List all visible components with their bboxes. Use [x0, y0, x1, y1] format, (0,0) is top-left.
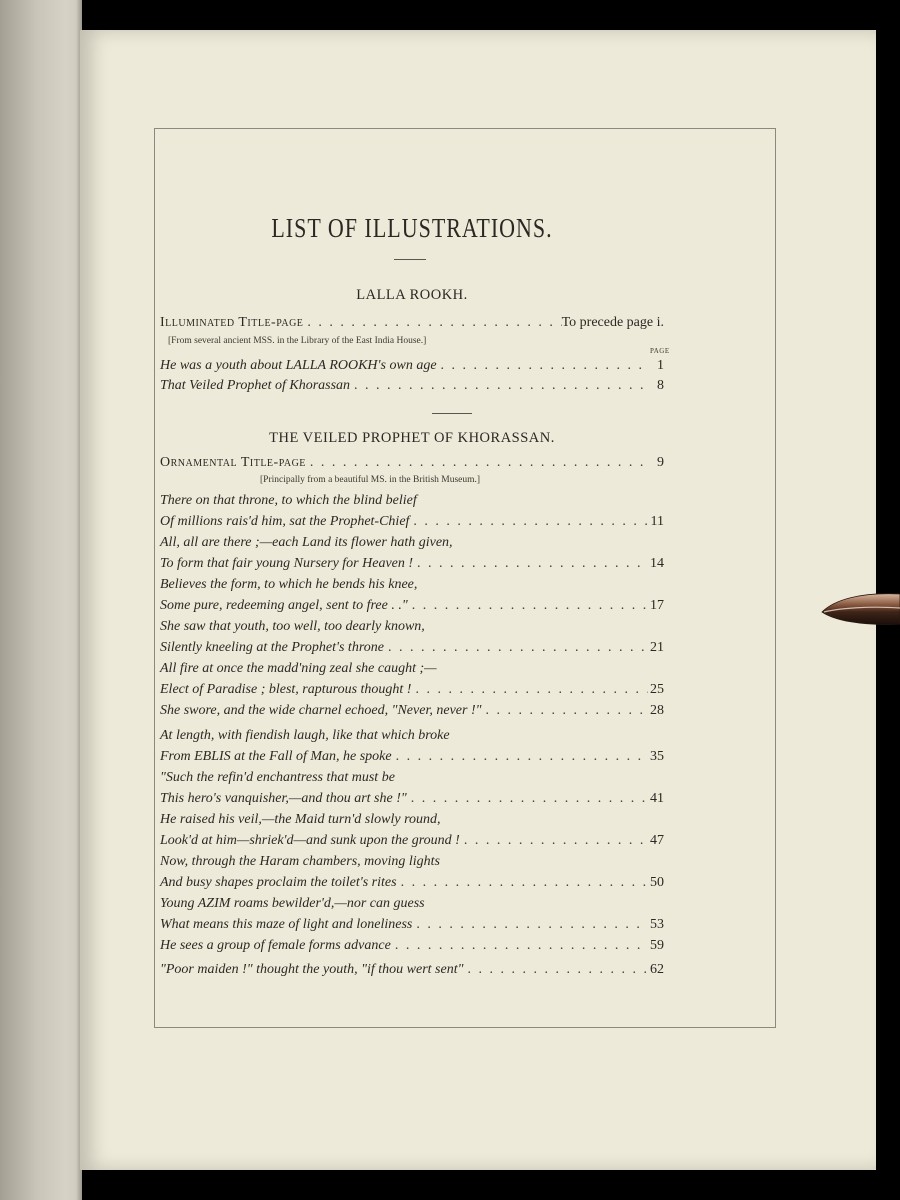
list-item: Ornamental Title-page . . . 9	[160, 452, 664, 473]
section-heading: THE VEILED PROPHET OF KHORASSAN.	[269, 430, 555, 446]
list-item: Believes the form, to which he bends his knee, Some pure, redeeming angel, sent to free . ." . . . 17	[160, 574, 664, 616]
list-item: He raised his veil,—the Maid turn'd slowly round, Look'd at him—shriek'd—and sunk upon the ground ! . . . 47	[160, 809, 664, 851]
list-item: "Such the refin'd enchantress that must be This hero's vanquisher,—and thou art she !" . . . 41	[160, 767, 664, 809]
list-item: At length, with fiendish laugh, like that which broke From EBLIS at the Fall of Man, he spoke . . . 35	[160, 725, 664, 767]
page-title: LIST OF ILLUSTRATIONS.	[271, 212, 553, 244]
list-item: Now, through the Haram chambers, moving lights And busy shapes proclaim the toilet's rites . . . 50	[160, 851, 664, 893]
list-item: He sees a group of female forms advance . . . 59	[160, 935, 664, 956]
list-item: He was a youth about LALLA ROOKH's own age . . . 1	[160, 355, 664, 376]
list-item: Young AZIM roams bewilder'd,—nor can guess What means this maze of light and loneliness . . . 53	[160, 893, 664, 935]
list-item: She swore, and the wide charnel echoed, "Never, never !" . . . 28	[160, 700, 664, 721]
page-column-label: PAGE	[650, 347, 670, 355]
left-page-edge	[0, 0, 82, 1200]
list-item: All fire at once the madd'ning zeal she caught ;— Elect of Paradise ; blest, rapturous thought ! . . . 25	[160, 658, 664, 700]
title-rule	[394, 259, 426, 260]
source-note: [Principally from a beautiful MS. in the British Museum.]	[260, 475, 481, 485]
list-item: All, all are there ;—each Land its flower hath given, To form that fair young Nursery for Heaven ! . . . 14	[160, 532, 664, 574]
list-item: There on that throne, to which the blind belief Of millions rais'd him, sat the Prophet-Chief . . . 11	[160, 490, 664, 532]
section-rule	[432, 413, 472, 414]
list-item: "Poor maiden !" thought the youth, "if thou wert sent" . . . 62	[160, 959, 664, 980]
list-item: Illuminated Title-page . . . To precede page i.	[160, 312, 664, 333]
list-item: She saw that youth, too well, too dearly known, Silently kneeling at the Prophet's throne . . . 21	[160, 616, 664, 658]
pen-nib-icon	[820, 588, 900, 630]
section-heading: LALLA ROOKH.	[356, 287, 468, 303]
source-note: [From several ancient MSS. in the Library of the East India House.]	[168, 336, 427, 346]
list-item: That Veiled Prophet of Khorassan . . . 8	[160, 375, 664, 396]
